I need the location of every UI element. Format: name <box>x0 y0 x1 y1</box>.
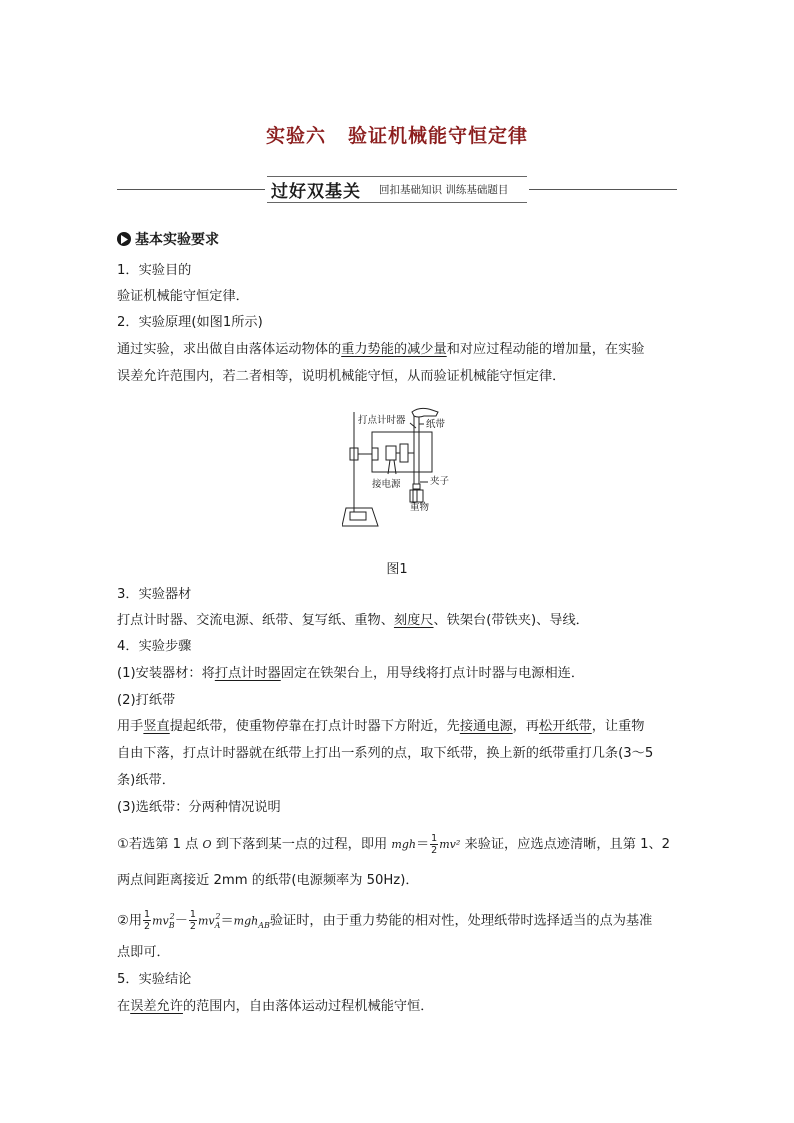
label-clamp: 夹子 <box>430 476 450 487</box>
step-3-case-1-line-2: 两点间距离接近 2mm 的纸带(电源频率为 50Hz)． <box>117 873 419 888</box>
step-1: (1)安装器材：将打点计时器固定在铁架台上，用导线将打点计时器与电源相连． <box>117 666 585 681</box>
underlined-term: 刻度尺 <box>393 613 434 628</box>
section-subheading: 回扣基础知识 训练基础题目 <box>379 184 509 196</box>
section-2-title: 2．实验原理(如图1所示) <box>117 315 263 330</box>
apparatus-figure <box>342 404 474 552</box>
play-arrow-icon <box>117 232 131 246</box>
title-part1: 实验六 <box>265 125 326 147</box>
label-weight: 重物 <box>410 502 430 513</box>
fraction-half: $\frac{1}{2}$ <box>431 832 438 856</box>
title-part2: 验证机械能守恒定律 <box>348 125 529 147</box>
step-3-case-2-line-2: 点即可． <box>117 945 170 960</box>
underlined-term: 重力势能的减少量 <box>341 342 447 357</box>
section-header <box>117 174 677 204</box>
section-banner <box>267 176 527 202</box>
underlined-term: 松开纸带 <box>539 719 592 734</box>
underlined-term: 接通电源 <box>459 719 513 734</box>
section-3-title: 3．实验器材 <box>117 587 192 602</box>
section-5-body: 在误差允许的范围内，自由落体运动过程机械能守恒． <box>117 999 434 1014</box>
underlined-term: 竖直 <box>143 719 170 734</box>
page-title <box>0 121 794 148</box>
underlined-term: 误差允许 <box>130 999 183 1014</box>
step-3-case-2: ②用 $\frac{1}{2}$ $mv_B^2-$ $\frac{1}{2}$ $mv_A^2=mgh_{AB}$验证时，由于重力势能的相对性，处理纸带时选择适当的点为基准 <box>117 908 653 932</box>
section-heading: 过好双基关 <box>271 182 361 202</box>
figure-caption: 图1 <box>386 562 408 577</box>
underlined-term: 打点计时器 <box>214 666 281 681</box>
step-2-line-2: 自由下落，打点计时器就在纸带上打出一系列的点，取下纸带，换上新的纸带重打几条(3～5 <box>117 746 654 761</box>
step-2-line-3: 条)纸带． <box>117 773 175 788</box>
section-1-body: 验证机械能守恒定律． <box>117 289 249 304</box>
requirements-heading <box>117 229 219 249</box>
step-3-case-1: ①若选第 1 点 O 到下落到某一点的过程，即用 mgh＝ $\frac{1}{2}$ mv² 来验证，应选点迹清晰，且第 1、2 <box>117 832 671 856</box>
fraction-half: $\frac{1}{2}$ <box>144 908 151 932</box>
section-5-title: 5．实验结论 <box>117 972 192 987</box>
step-3-title: (3)选纸带：分两种情况说明 <box>117 800 281 815</box>
step-2-line-1: 用手竖直提起纸带，使重物停靠在打点计时器下方附近，先接通电源，再松开纸带，让重物 <box>117 719 645 734</box>
label-power: 接电源 <box>372 479 401 490</box>
label-timer: 打点计时器 <box>358 415 406 426</box>
section-1-title: 1．实验目的 <box>117 263 192 278</box>
section-2-line-2: 误差允许范围内，若二者相等，说明机械能守恒，从而验证机械能守恒定律． <box>117 369 566 384</box>
fraction-half: $\frac{1}{2}$ <box>189 908 196 932</box>
divider-left <box>117 189 265 190</box>
divider-right <box>529 189 677 190</box>
step-2-title: (2)打纸带 <box>117 693 176 708</box>
section-4-title: 4．实验步骤 <box>117 639 192 654</box>
label-tape: 纸带 <box>426 419 446 430</box>
section-3-body: 打点计时器、交流电源、纸带、复写纸、重物、刻度尺、铁架台(带铁夹)、导线． <box>117 613 589 628</box>
section-2-line-1: 通过实验，求出做自由落体运动物体的重力势能的减少量和对应过程动能的增加量，在实验 <box>117 342 645 357</box>
requirements-heading-text: 基本实验要求 <box>135 232 219 248</box>
